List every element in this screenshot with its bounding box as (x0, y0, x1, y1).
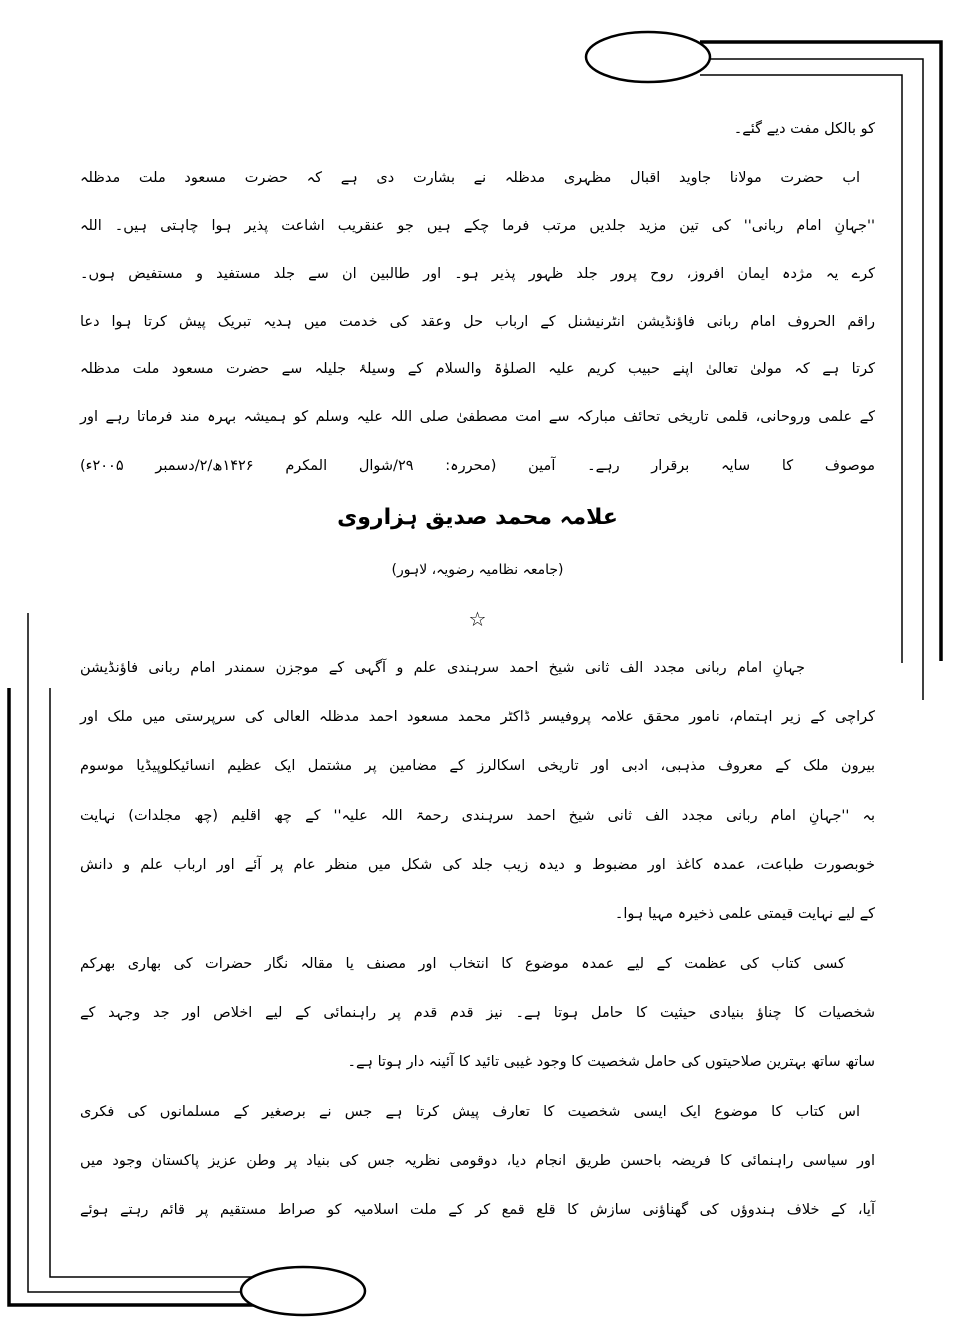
text-line: ساتھ ساتھ بہترین صلاحیتوں کی حامل شخصیت کا وجود غیبی تائید کا آئینہ دار ہوتا ہے۔ (347, 1054, 875, 1070)
text-line: جہانِ امام ربانی مجدد الف ثانی شیخ احمد سرہندی علم و آگہی کے موجزن سمندر امام ربانی فاؤنڈیشن (80, 660, 805, 676)
text-line: اور سیاسی راہنمائی کا فریضہ باحسن طریق انجام دیا، دوقومی نظریہ جس کی بنیاد پر وطن عزیز پاکستان وجود میں (80, 1153, 875, 1169)
text-line: ''جہانِ امام ربانی'' کی تین مزید جلدیں مرتب فرما چکے ہیں جو عنقریب اشاعت پذیر ہوا چاہتی ہیں۔ اللہ (80, 218, 875, 234)
text-line: آیا، کے خلاف ہندوؤں کی گھناؤنی سازش کا قلع قمع کر کے ملت اسلامیہ کو صراط مستقیم پر قائم رہتے ہوئے (80, 1202, 875, 1218)
text-line: راقم الحروف امام ربانی فاؤنڈیشن انٹرنیشنل کے ارباب حل وعقد کی خدمت میں ہدیہ تبریک پیش کرتا ہوا دعا (80, 314, 875, 330)
top-oval-ornament (586, 32, 710, 82)
author-signature: علامہ محمد صدیق ہزاروی (337, 505, 618, 530)
text-line: کے لیے نہایت قیمتی علمی ذخیرہ مہیا ہوا۔ (614, 906, 875, 922)
author-institution: (جامعہ نظامیہ رضویہ، لاہور) (391, 562, 564, 578)
text-line: کراچی کے زیر اہتمام، نامور محقق علامہ پروفیسر ڈاکٹر محمد مسعود احمد مدظلہ العالی کی سرپرستی میں ملک اور (80, 709, 875, 725)
text-line: اس کتاب کا موضوع ایک ایسی شخصیت کا تعارف پیش کرتا ہے جس نے برصغیر کے مسلمانوں کی فکری (80, 1104, 860, 1120)
text-line: شخصیات کا چناؤ بنیادی حیثیت کا حامل ہوتا ہے۔ نیز قدم قدم پر راہنمائی کے لیے اخلاص اور جد وجہد کے (80, 1005, 875, 1021)
text-line: اب حضرت مولانا جاوید اقبال مظہری مدظلہ نے بشارت دی ہے کہ حضرت مسعود ملت مدظلہ (80, 170, 860, 186)
text-line: کسی کتاب کی عظمت کے لیے عمدہ موضوع کا انتخاب اور مصنف یا مقالہ نگار حضرات کی بھاری بھرکم (80, 956, 845, 972)
bottom-oval-ornament (241, 1267, 365, 1315)
text-line: کرتا ہے کہ مولیٰ تعالیٰ اپنے حبیب کریم علیہ الصلوٰۃ والسلام کے وسیلۂ جلیلہ سے حضرت مسعود ملت مدظلہ (80, 361, 875, 377)
text-line: بیرون ملک کے معروف مذہبی، ادبی اور تاریخی اسکالرز کے مضامین پر مشتمل ایک عظیم انسائیکلوپیڈیا موسوم (80, 758, 875, 774)
text-line: کے علمی وروحانی، قلمی تاریخی تحائف مبارکہ سے امت مصطفیٰ صلی اللہ علیہ وسلم کو ہمیشہ بہرہ مند فرماتا رہے اور (80, 409, 875, 425)
star-separator-icon: ☆ (468, 607, 487, 631)
text-line: موصوف کا سایہ برقرار رہے۔ آمین (محررہ: ۲۹/شوال المکرم ۱۴۲۶ھ/۲/دسمبر ۲۰۰۵ء) (80, 458, 875, 474)
text-line: کو بالکل مفت دیے گئے۔ (733, 121, 875, 137)
text-line: خوبصورت طباعت، عمدہ کاغذ اور مضبوط و دیدہ زیب جلد کی شکل میں منظر عام پر آئے اور ارباب علم و دانش (80, 857, 875, 873)
text-line: بہ ''جہانِ امام ربانی مجدد الف ثانی شیخ احمد سرہندی رحمۃ اللہ علیہ'' کے چھ اقلیم (چھ مجلدات) نہایت (80, 808, 875, 824)
text-line: کرے یہ مژدہ ایمان افروز، روح پرور جلد ظہور پذیر ہو۔ اور طالبین ان سے جلد مستفید و مستفیض ہوں۔ (80, 266, 875, 282)
